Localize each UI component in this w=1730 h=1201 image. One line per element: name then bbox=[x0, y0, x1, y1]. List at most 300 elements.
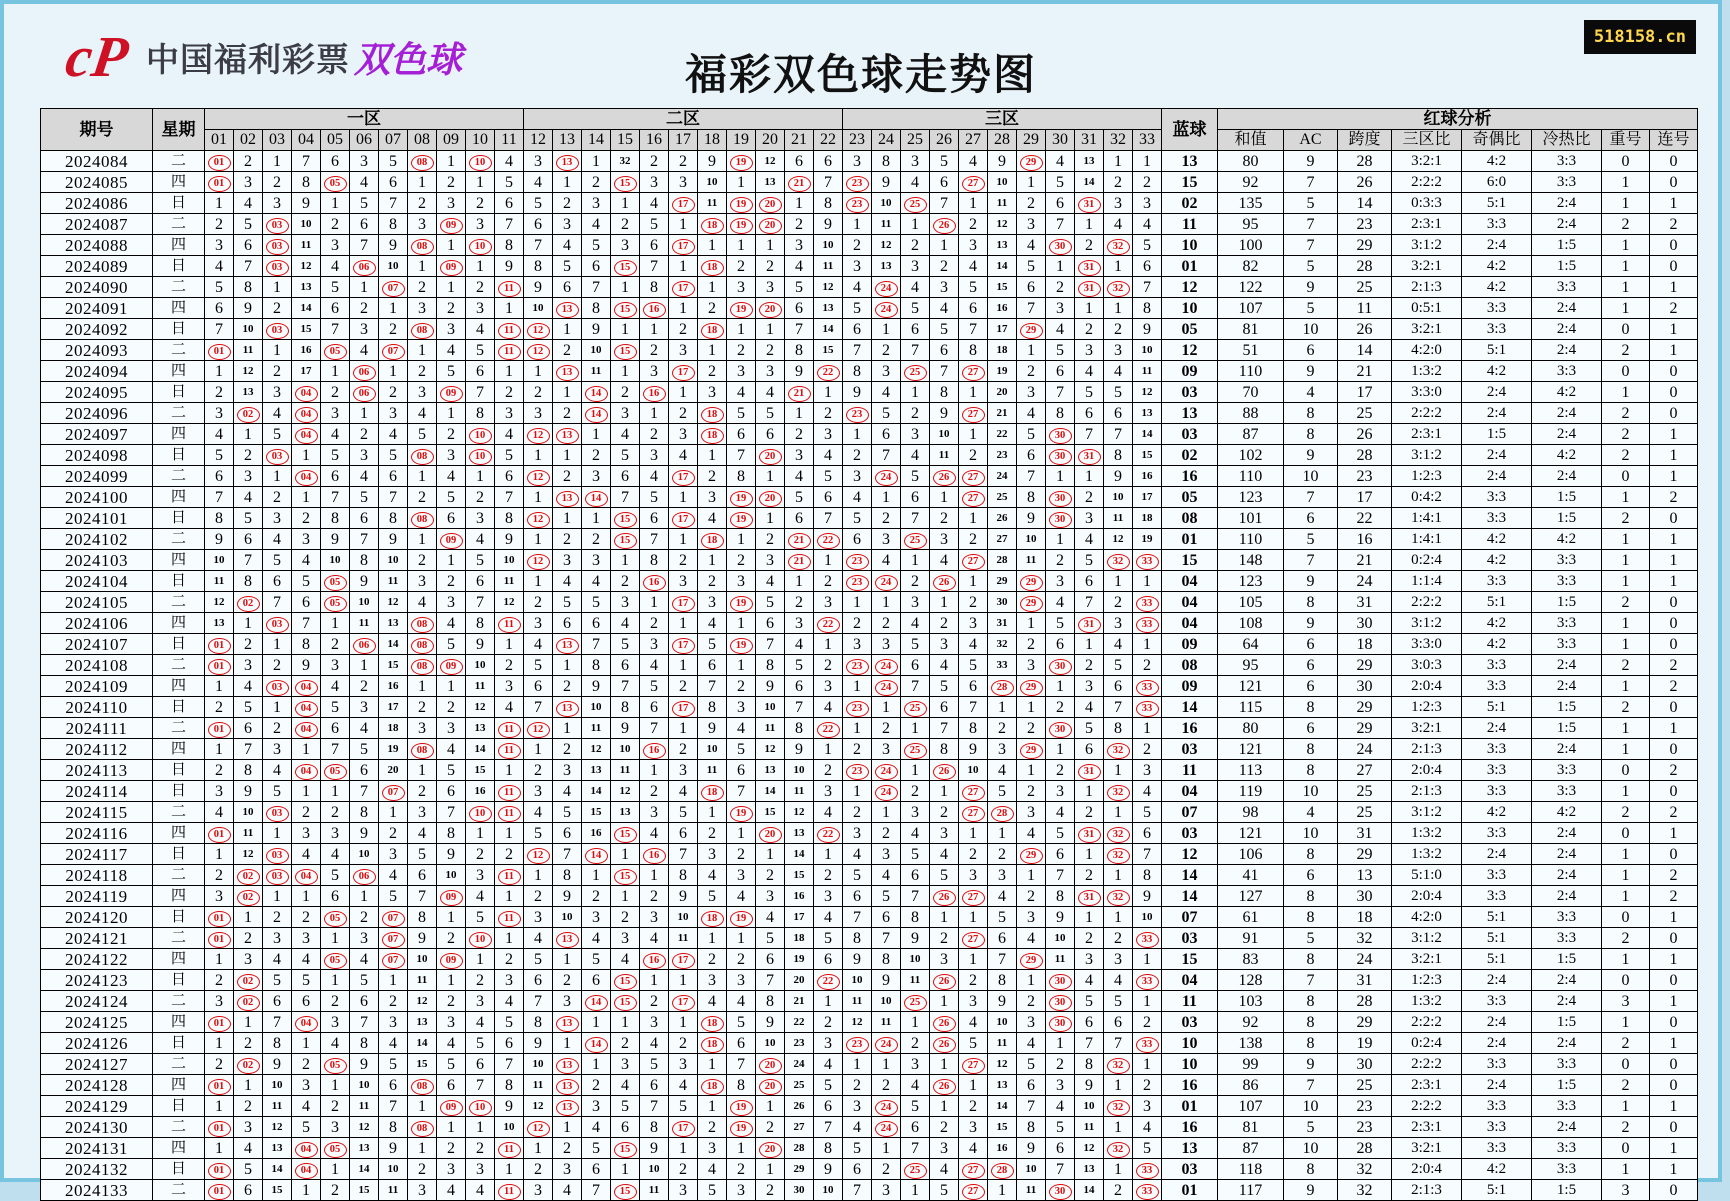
red-ball-circle-icon: 20 bbox=[759, 218, 782, 234]
red-ball-circle-icon: 01 bbox=[208, 1079, 231, 1095]
miss-count-cell: 2 bbox=[756, 529, 785, 550]
miss-count-cell: 18 bbox=[785, 928, 814, 949]
table-row bbox=[41, 949, 1698, 970]
miss-count-cell: 12 bbox=[263, 1117, 292, 1138]
miss-count-cell: 1 bbox=[698, 235, 727, 256]
miss-count-cell: 4 bbox=[640, 1033, 669, 1054]
miss-count-cell: 30 bbox=[988, 592, 1017, 613]
red-ball-circle-icon: 12 bbox=[527, 512, 550, 528]
red-ball-circle-icon: 20 bbox=[759, 1058, 782, 1074]
red-ball-cell bbox=[756, 193, 785, 214]
parity-ratio-cell: 4:2 bbox=[1462, 277, 1532, 298]
header-ball-32: 32 bbox=[1104, 130, 1133, 151]
red-ball-circle-icon: 15 bbox=[614, 512, 637, 528]
red-ball-cell bbox=[959, 487, 988, 508]
miss-count-cell: 5 bbox=[640, 1054, 669, 1075]
miss-count-cell: 7 bbox=[292, 151, 321, 172]
miss-count-cell: 1 bbox=[756, 1096, 785, 1117]
miss-count-cell: 2 bbox=[205, 697, 234, 718]
miss-count-cell: 2 bbox=[669, 1159, 698, 1180]
miss-count-cell: 15 bbox=[785, 865, 814, 886]
miss-count-cell: 3 bbox=[814, 886, 843, 907]
red-ball-cell bbox=[408, 634, 437, 655]
consecutive-count-cell: 1 bbox=[1650, 718, 1698, 739]
blue-ball-cell: 16 bbox=[1162, 466, 1218, 487]
issue-cell: 2024132 bbox=[41, 1159, 153, 1180]
red-ball-cell bbox=[640, 739, 669, 760]
miss-count-cell: 1 bbox=[959, 382, 988, 403]
red-ball-cell bbox=[785, 172, 814, 193]
miss-count-cell: 4 bbox=[611, 424, 640, 445]
hot-cold-ratio-cell: 2:4 bbox=[1532, 844, 1602, 865]
red-ball-cell bbox=[495, 739, 524, 760]
repeat-count-cell: 1 bbox=[1602, 1012, 1650, 1033]
table-row bbox=[41, 508, 1698, 529]
sum-cell: 99 bbox=[1218, 1054, 1284, 1075]
red-ball-cell bbox=[495, 802, 524, 823]
miss-count-cell: 6 bbox=[669, 823, 698, 844]
miss-count-cell: 5 bbox=[205, 445, 234, 466]
miss-count-cell: 2 bbox=[466, 193, 495, 214]
zone-ratio-cell: 2:0:4 bbox=[1392, 886, 1462, 907]
hot-cold-ratio-cell: 2:4 bbox=[1532, 466, 1602, 487]
miss-count-cell: 7 bbox=[930, 718, 959, 739]
red-ball-circle-icon: 05 bbox=[324, 1142, 347, 1158]
miss-count-cell: 7 bbox=[930, 361, 959, 382]
miss-count-cell: 15 bbox=[988, 277, 1017, 298]
miss-count-cell: 9 bbox=[495, 256, 524, 277]
header-ball-12: 12 bbox=[524, 130, 553, 151]
miss-count-cell: 4 bbox=[872, 865, 901, 886]
miss-count-cell: 6 bbox=[1046, 193, 1075, 214]
issue-cell: 2024096 bbox=[41, 403, 153, 424]
miss-count-cell: 24 bbox=[988, 466, 1017, 487]
miss-count-cell: 5 bbox=[321, 277, 350, 298]
miss-count-cell: 10 bbox=[379, 1159, 408, 1180]
miss-count-cell: 20 bbox=[379, 760, 408, 781]
miss-count-cell: 1 bbox=[1133, 634, 1162, 655]
ac-cell: 6 bbox=[1284, 865, 1338, 886]
miss-count-cell: 4 bbox=[292, 844, 321, 865]
table-row bbox=[41, 739, 1698, 760]
red-ball-circle-icon: 03 bbox=[266, 869, 289, 885]
miss-count-cell: 4 bbox=[814, 1054, 843, 1075]
miss-count-cell: 11 bbox=[263, 1096, 292, 1117]
miss-count-cell: 22 bbox=[785, 1012, 814, 1033]
red-ball-circle-icon: 04 bbox=[295, 428, 318, 444]
red-ball-cell bbox=[321, 1054, 350, 1075]
miss-count-cell: 9 bbox=[785, 361, 814, 382]
red-ball-circle-icon: 17 bbox=[672, 281, 695, 297]
miss-count-cell: 2 bbox=[263, 487, 292, 508]
red-ball-circle-icon: 11 bbox=[498, 806, 521, 822]
consecutive-count-cell: 0 bbox=[1650, 739, 1698, 760]
red-ball-circle-icon: 04 bbox=[295, 407, 318, 423]
red-ball-circle-icon: 24 bbox=[875, 470, 898, 486]
miss-count-cell: 1 bbox=[1017, 865, 1046, 886]
red-ball-circle-icon: 29 bbox=[1020, 953, 1043, 969]
miss-count-cell: 4 bbox=[437, 1033, 466, 1054]
miss-count-cell: 1 bbox=[205, 1096, 234, 1117]
red-ball-circle-icon: 17 bbox=[672, 470, 695, 486]
red-ball-cell bbox=[205, 1159, 234, 1180]
miss-count-cell: 2 bbox=[437, 172, 466, 193]
miss-count-cell: 1 bbox=[495, 634, 524, 655]
red-ball-cell bbox=[582, 487, 611, 508]
miss-count-cell: 7 bbox=[1017, 466, 1046, 487]
week-cell: 日 bbox=[153, 1033, 205, 1054]
miss-count-cell: 7 bbox=[582, 634, 611, 655]
miss-count-cell: 3 bbox=[785, 445, 814, 466]
red-ball-circle-icon: 27 bbox=[962, 1163, 985, 1179]
span-cell: 17 bbox=[1338, 382, 1392, 403]
miss-count-cell: 1 bbox=[1075, 214, 1104, 235]
parity-ratio-cell: 5:1 bbox=[1462, 340, 1532, 361]
red-ball-circle-icon: 15 bbox=[614, 1184, 637, 1200]
miss-count-cell: 8 bbox=[640, 1117, 669, 1138]
miss-count-cell: 1 bbox=[263, 886, 292, 907]
red-ball-circle-icon: 01 bbox=[208, 659, 231, 675]
lottery-product-name: 双色球 bbox=[354, 32, 462, 83]
red-ball-cell bbox=[495, 865, 524, 886]
blue-ball-cell: 16 bbox=[1162, 1117, 1218, 1138]
parity-ratio-cell: 3:3 bbox=[1462, 319, 1532, 340]
header-ball-25: 25 bbox=[901, 130, 930, 151]
miss-count-cell: 3 bbox=[959, 613, 988, 634]
miss-count-cell: 2 bbox=[582, 886, 611, 907]
miss-count-cell: 7 bbox=[727, 781, 756, 802]
miss-count-cell: 2 bbox=[553, 466, 582, 487]
red-ball-circle-icon: 04 bbox=[295, 722, 318, 738]
miss-count-cell: 5 bbox=[843, 1138, 872, 1159]
red-ball-circle-icon: 16 bbox=[643, 386, 666, 402]
red-ball-circle-icon: 22 bbox=[817, 533, 840, 549]
miss-count-cell: 4 bbox=[263, 403, 292, 424]
red-ball-circle-icon: 10 bbox=[469, 239, 492, 255]
consecutive-count-cell: 0 bbox=[1650, 151, 1698, 172]
miss-count-cell: 5 bbox=[930, 151, 959, 172]
miss-count-cell: 4 bbox=[959, 634, 988, 655]
hot-cold-ratio-cell: 3:3 bbox=[1532, 781, 1602, 802]
miss-count-cell: 5 bbox=[234, 697, 263, 718]
miss-count-cell: 2 bbox=[727, 1159, 756, 1180]
miss-count-cell: 7 bbox=[1075, 1033, 1104, 1054]
miss-count-cell: 9 bbox=[756, 676, 785, 697]
miss-count-cell: 12 bbox=[814, 277, 843, 298]
miss-count-cell: 6 bbox=[698, 655, 727, 676]
hot-cold-ratio-cell: 3:3 bbox=[1532, 571, 1602, 592]
miss-count-cell: 6 bbox=[814, 151, 843, 172]
sum-cell: 95 bbox=[1218, 655, 1284, 676]
miss-count-cell: 1 bbox=[727, 172, 756, 193]
miss-count-cell: 6 bbox=[640, 697, 669, 718]
header-ball-03: 03 bbox=[263, 130, 292, 151]
repeat-count-cell: 1 bbox=[1602, 529, 1650, 550]
miss-count-cell: 1 bbox=[959, 193, 988, 214]
red-ball-cell bbox=[1017, 844, 1046, 865]
red-ball-cell bbox=[1133, 1033, 1162, 1054]
miss-count-cell: 1 bbox=[205, 844, 234, 865]
miss-count-cell: 3 bbox=[263, 193, 292, 214]
miss-count-cell: 2 bbox=[814, 760, 843, 781]
consecutive-count-cell: 1 bbox=[1650, 424, 1698, 445]
miss-count-cell: 1 bbox=[669, 1138, 698, 1159]
miss-count-cell: 16 bbox=[1133, 466, 1162, 487]
red-ball-circle-icon: 20 bbox=[759, 1079, 782, 1095]
week-cell: 日 bbox=[153, 193, 205, 214]
miss-count-cell: 5 bbox=[901, 298, 930, 319]
sum-cell: 123 bbox=[1218, 571, 1284, 592]
red-ball-circle-icon: 33 bbox=[1136, 554, 1159, 570]
miss-count-cell: 2 bbox=[872, 1159, 901, 1180]
red-ball-circle-icon: 01 bbox=[208, 722, 231, 738]
miss-count-cell: 1 bbox=[292, 739, 321, 760]
red-ball-cell bbox=[1104, 1096, 1133, 1117]
miss-count-cell: 3 bbox=[727, 697, 756, 718]
issue-cell: 2024131 bbox=[41, 1138, 153, 1159]
miss-count-cell: 1 bbox=[408, 172, 437, 193]
miss-count-cell: 13 bbox=[1133, 403, 1162, 424]
miss-count-cell: 3 bbox=[263, 928, 292, 949]
zone-ratio-cell: 5:1:0 bbox=[1392, 865, 1462, 886]
red-ball-cell bbox=[872, 571, 901, 592]
red-ball-circle-icon: 17 bbox=[672, 365, 695, 381]
miss-count-cell: 7 bbox=[234, 550, 263, 571]
blue-ball-cell: 03 bbox=[1162, 424, 1218, 445]
hot-cold-ratio-cell: 3:3 bbox=[1532, 277, 1602, 298]
sum-cell: 41 bbox=[1218, 865, 1284, 886]
miss-count-cell: 1 bbox=[1075, 781, 1104, 802]
red-ball-circle-icon: 13 bbox=[556, 701, 579, 717]
miss-count-cell: 25 bbox=[988, 487, 1017, 508]
red-ball-cell bbox=[843, 1033, 872, 1054]
miss-count-cell: 2 bbox=[524, 382, 553, 403]
table-row bbox=[41, 802, 1698, 823]
red-ball-cell bbox=[872, 298, 901, 319]
parity-ratio-cell: 2:4 bbox=[1462, 466, 1532, 487]
red-ball-cell bbox=[379, 277, 408, 298]
miss-count-cell: 3 bbox=[756, 550, 785, 571]
red-ball-cell bbox=[988, 676, 1017, 697]
repeat-count-cell: 1 bbox=[1602, 277, 1650, 298]
miss-count-cell: 5 bbox=[698, 634, 727, 655]
miss-count-cell: 1 bbox=[321, 781, 350, 802]
red-ball-cell bbox=[959, 886, 988, 907]
red-ball-circle-icon: 18 bbox=[701, 785, 724, 801]
red-ball-circle-icon: 05 bbox=[324, 764, 347, 780]
table-row bbox=[41, 1012, 1698, 1033]
miss-count-cell: 2 bbox=[234, 445, 263, 466]
blue-ball-cell: 05 bbox=[1162, 319, 1218, 340]
miss-count-cell: 5 bbox=[727, 403, 756, 424]
miss-count-cell: 9 bbox=[669, 886, 698, 907]
parity-ratio-cell: 4:2 bbox=[1462, 802, 1532, 823]
miss-count-cell: 10 bbox=[1075, 1096, 1104, 1117]
red-ball-circle-icon: 30 bbox=[1049, 995, 1072, 1011]
red-ball-circle-icon: 27 bbox=[962, 554, 985, 570]
miss-count-cell: 3 bbox=[669, 1180, 698, 1201]
miss-count-cell: 20 bbox=[988, 382, 1017, 403]
red-ball-circle-icon: 27 bbox=[962, 176, 985, 192]
miss-count-cell: 4 bbox=[321, 1033, 350, 1054]
miss-count-cell: 1 bbox=[263, 466, 292, 487]
miss-count-cell: 2 bbox=[234, 151, 263, 172]
red-ball-circle-icon: 12 bbox=[527, 323, 550, 339]
miss-count-cell: 1 bbox=[1133, 991, 1162, 1012]
hot-cold-ratio-cell: 2:4 bbox=[1532, 739, 1602, 760]
miss-count-cell: 21 bbox=[785, 991, 814, 1012]
miss-count-cell: 5 bbox=[669, 1096, 698, 1117]
miss-count-cell: 2 bbox=[205, 970, 234, 991]
miss-count-cell: 10 bbox=[263, 1075, 292, 1096]
sum-cell: 86 bbox=[1218, 1075, 1284, 1096]
zone-ratio-cell: 2:2:2 bbox=[1392, 592, 1462, 613]
miss-count-cell: 3 bbox=[1104, 193, 1133, 214]
miss-count-cell: 1 bbox=[321, 970, 350, 991]
miss-count-cell: 4 bbox=[234, 1138, 263, 1159]
miss-count-cell: 24 bbox=[785, 1054, 814, 1075]
miss-count-cell: 8 bbox=[524, 1012, 553, 1033]
red-ball-cell bbox=[872, 277, 901, 298]
miss-count-cell: 5 bbox=[263, 550, 292, 571]
parity-ratio-cell: 2:4 bbox=[1462, 1012, 1532, 1033]
blue-ball-cell: 04 bbox=[1162, 613, 1218, 634]
blue-ball-cell: 03 bbox=[1162, 1012, 1218, 1033]
hot-cold-ratio-cell: 3:3 bbox=[1532, 151, 1602, 172]
miss-count-cell: 7 bbox=[321, 319, 350, 340]
span-cell: 23 bbox=[1338, 214, 1392, 235]
red-ball-circle-icon: 08 bbox=[411, 659, 434, 675]
miss-count-cell: 7 bbox=[234, 256, 263, 277]
miss-count-cell: 1 bbox=[1046, 256, 1075, 277]
blue-ball-cell: 07 bbox=[1162, 802, 1218, 823]
miss-count-cell: 1 bbox=[408, 1138, 437, 1159]
consecutive-count-cell: 1 bbox=[1650, 340, 1698, 361]
red-ball-cell bbox=[234, 991, 263, 1012]
miss-count-cell: 11 bbox=[1017, 1180, 1046, 1201]
miss-count-cell: 9 bbox=[234, 298, 263, 319]
blue-ball-cell: 02 bbox=[1162, 193, 1218, 214]
red-ball-cell bbox=[234, 970, 263, 991]
miss-count-cell: 7 bbox=[785, 319, 814, 340]
sum-cell: 138 bbox=[1218, 1033, 1284, 1054]
miss-count-cell: 5 bbox=[930, 676, 959, 697]
miss-count-cell: 5 bbox=[437, 1054, 466, 1075]
consecutive-count-cell: 1 bbox=[1650, 466, 1698, 487]
span-cell: 24 bbox=[1338, 739, 1392, 760]
parity-ratio-cell: 5:1 bbox=[1462, 949, 1532, 970]
miss-count-cell: 13 bbox=[205, 613, 234, 634]
miss-count-cell: 2 bbox=[1104, 592, 1133, 613]
red-ball-circle-icon: 24 bbox=[875, 281, 898, 297]
red-ball-cell bbox=[1075, 256, 1104, 277]
consecutive-count-cell: 0 bbox=[1650, 172, 1698, 193]
red-ball-circle-icon: 32 bbox=[1107, 827, 1130, 843]
miss-count-cell: 11 bbox=[785, 781, 814, 802]
red-ball-cell bbox=[1075, 445, 1104, 466]
miss-count-cell: 9 bbox=[466, 634, 495, 655]
red-ball-cell bbox=[321, 760, 350, 781]
red-ball-circle-icon: 27 bbox=[962, 470, 985, 486]
miss-count-cell: 2 bbox=[727, 676, 756, 697]
miss-count-cell: 1 bbox=[379, 361, 408, 382]
zone-ratio-cell: 1:2:3 bbox=[1392, 466, 1462, 487]
miss-count-cell: 1 bbox=[756, 1159, 785, 1180]
ac-cell: 7 bbox=[1284, 214, 1338, 235]
miss-count-cell: 3 bbox=[669, 424, 698, 445]
miss-count-cell: 7 bbox=[1046, 382, 1075, 403]
sum-cell: 110 bbox=[1218, 361, 1284, 382]
miss-count-cell: 2 bbox=[292, 802, 321, 823]
miss-count-cell: 32 bbox=[988, 634, 1017, 655]
red-ball-cell bbox=[553, 1054, 582, 1075]
miss-count-cell: 7 bbox=[1104, 1033, 1133, 1054]
miss-count-cell: 1 bbox=[640, 319, 669, 340]
hot-cold-ratio-cell: 3:3 bbox=[1532, 550, 1602, 571]
miss-count-cell: 2 bbox=[843, 1075, 872, 1096]
miss-count-cell: 5 bbox=[582, 592, 611, 613]
repeat-count-cell: 1 bbox=[1602, 886, 1650, 907]
miss-count-cell: 5 bbox=[379, 445, 408, 466]
miss-count-cell: 3 bbox=[1046, 298, 1075, 319]
miss-count-cell: 6 bbox=[1046, 634, 1075, 655]
miss-count-cell: 3 bbox=[582, 550, 611, 571]
red-ball-cell bbox=[872, 1096, 901, 1117]
miss-count-cell: 2 bbox=[553, 340, 582, 361]
red-ball-cell bbox=[611, 991, 640, 1012]
table-row bbox=[41, 844, 1698, 865]
red-ball-circle-icon: 03 bbox=[266, 260, 289, 276]
miss-count-cell: 3 bbox=[640, 361, 669, 382]
miss-count-cell: 4 bbox=[843, 844, 872, 865]
issue-cell: 2024116 bbox=[41, 823, 153, 844]
red-ball-circle-icon: 01 bbox=[208, 1184, 231, 1200]
miss-count-cell: 6 bbox=[1075, 403, 1104, 424]
miss-count-cell: 1 bbox=[930, 1096, 959, 1117]
blue-ball-cell: 13 bbox=[1162, 151, 1218, 172]
miss-count-cell: 3 bbox=[814, 1033, 843, 1054]
miss-count-cell: 1 bbox=[901, 550, 930, 571]
red-ball-circle-icon: 18 bbox=[701, 1079, 724, 1095]
miss-count-cell: 2 bbox=[1017, 634, 1046, 655]
miss-count-cell: 3 bbox=[1046, 781, 1075, 802]
red-ball-circle-icon: 09 bbox=[440, 533, 463, 549]
miss-count-cell: 8 bbox=[582, 298, 611, 319]
repeat-count-cell: 2 bbox=[1602, 424, 1650, 445]
red-ball-cell bbox=[640, 382, 669, 403]
miss-count-cell: 12 bbox=[524, 1096, 553, 1117]
miss-count-cell: 3 bbox=[1017, 214, 1046, 235]
red-ball-circle-icon: 02 bbox=[237, 407, 260, 423]
miss-count-cell: 9 bbox=[321, 529, 350, 550]
red-ball-cell bbox=[640, 571, 669, 592]
table-row bbox=[41, 319, 1698, 340]
red-ball-cell bbox=[611, 298, 640, 319]
miss-count-cell: 5 bbox=[611, 1096, 640, 1117]
red-ball-cell bbox=[321, 172, 350, 193]
miss-count-cell: 1 bbox=[611, 844, 640, 865]
miss-count-cell: 4 bbox=[698, 1159, 727, 1180]
red-ball-cell bbox=[640, 949, 669, 970]
red-ball-circle-icon: 29 bbox=[1020, 155, 1043, 171]
miss-count-cell: 4 bbox=[234, 676, 263, 697]
miss-count-cell: 1 bbox=[1133, 949, 1162, 970]
miss-count-cell: 4 bbox=[1017, 928, 1046, 949]
miss-count-cell: 5 bbox=[350, 739, 379, 760]
miss-count-cell: 4 bbox=[1017, 1033, 1046, 1054]
miss-count-cell: 3 bbox=[1017, 382, 1046, 403]
ac-cell: 9 bbox=[1284, 571, 1338, 592]
